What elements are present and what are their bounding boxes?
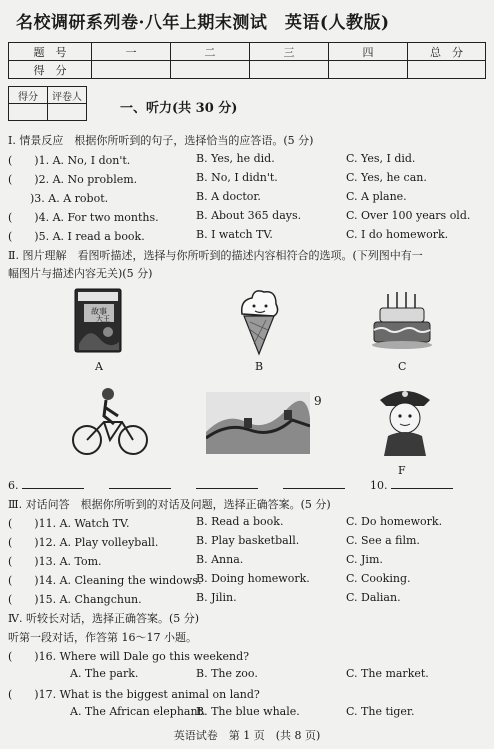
- option-a[interactable]: A. The park.: [70, 667, 139, 680]
- cake-icon: [370, 290, 432, 350]
- score-table-score-row: [9, 61, 486, 79]
- option-b[interactable]: B. The zoo.: [196, 667, 258, 680]
- option-b[interactable]: B. Yes, he did.: [196, 152, 275, 165]
- score-table: [8, 42, 486, 79]
- option-c[interactable]: C. The tiger.: [346, 705, 415, 718]
- picture-label-f: F: [398, 464, 406, 477]
- option-b[interactable]: B. Anna.: [196, 553, 244, 566]
- option-c[interactable]: C. The market.: [346, 667, 429, 680]
- section-title: 一、听力(共 30 分): [120, 101, 238, 116]
- grader-table: [8, 86, 87, 121]
- option-c[interactable]: C. Jim.: [346, 553, 383, 566]
- bicycle-picture: [70, 386, 150, 458]
- grader-input-cell[interactable]: [9, 104, 48, 121]
- score-cell: 三: [250, 43, 329, 61]
- option-a[interactable]: ( )2. A. No problem.: [8, 173, 138, 186]
- option-b[interactable]: B. A doctor.: [196, 190, 261, 203]
- blank-label-10: 10.: [370, 479, 388, 492]
- police-officer-picture: [374, 382, 436, 456]
- score-cell: 总 分: [408, 43, 486, 61]
- part1-title: Ⅰ. 情景反应 根据你所听到的句子，选择恰当的应答语。(5 分): [8, 134, 314, 147]
- option-b[interactable]: B. About 365 days.: [196, 209, 302, 222]
- blank-label-6: 6.: [8, 479, 19, 492]
- bicycle-icon: [70, 386, 150, 458]
- part4-intro: 听第一段对话，作答第 16～17 小题。: [8, 631, 197, 644]
- book-title-text: 故事: [91, 307, 107, 316]
- answer-blank[interactable]: [109, 478, 171, 489]
- question-17: ( )17. What is the biggest animal on land?: [8, 688, 260, 701]
- option-a[interactable]: ( )4. A. For two months.: [8, 211, 159, 224]
- option-b[interactable]: B. No, I didn't.: [196, 171, 278, 184]
- grader-cell: 得分: [9, 87, 48, 104]
- option-a[interactable]: )3. A. A robot.: [8, 192, 109, 205]
- option-a[interactable]: ( )14. A. Cleaning the windows.: [8, 574, 202, 587]
- score-input-cell[interactable]: [329, 61, 408, 79]
- option-c[interactable]: C. See a film.: [346, 534, 420, 547]
- score-table-header-row: [9, 43, 486, 61]
- option-c[interactable]: C. I do homework.: [346, 228, 449, 241]
- picture-label-b: B: [255, 360, 264, 373]
- part2-title-line1: Ⅱ. 图片理解 看图听描述，选择与你所听到的描述内容相符合的选项。(下列图中有一: [8, 249, 423, 262]
- answer-blank[interactable]: [22, 478, 84, 489]
- option-c[interactable]: C. Dalian.: [346, 591, 401, 604]
- score-cell: 题 号: [9, 43, 92, 61]
- score-input-cell[interactable]: [92, 61, 171, 79]
- score-cell: 二: [171, 43, 250, 61]
- option-c[interactable]: C. Yes, I did.: [346, 152, 416, 165]
- great-wall-picture: [206, 392, 310, 454]
- part3-title: Ⅲ. 对话问答 根据你所听到的对话及问题，选择正确答案。(5 分): [8, 498, 331, 511]
- ice-cream-icon: [236, 286, 282, 356]
- option-a[interactable]: ( )5. A. I read a book.: [8, 230, 145, 243]
- option-a[interactable]: ( )13. A. Tom.: [8, 555, 102, 568]
- score-cell: 得 分: [9, 61, 92, 79]
- part2-title-line2: 幅图片与描述内容无关)(5 分): [8, 267, 153, 280]
- score-input-cell[interactable]: [171, 61, 250, 79]
- grader-cell: 评卷人: [48, 87, 87, 104]
- option-a[interactable]: A. The African elephant.: [70, 705, 206, 718]
- question-16: ( )16. Where will Dale go this weekend?: [8, 650, 250, 663]
- picture-label-c: C: [398, 360, 407, 373]
- option-a[interactable]: ( )1. A. No, I don't.: [8, 154, 131, 167]
- option-b[interactable]: B. Play basketball.: [196, 534, 300, 547]
- answer-blanks: [8, 478, 453, 492]
- picture-label-a: A: [95, 360, 103, 373]
- book-title-text-2: 大王: [96, 315, 110, 323]
- option-b[interactable]: B. I watch TV.: [196, 228, 273, 241]
- score-input-cell[interactable]: [408, 61, 486, 79]
- picture-label-e: 9: [314, 394, 322, 408]
- grader-input-cell[interactable]: [48, 104, 87, 121]
- page-footer: 英语试卷 第 1 页 (共 8 页): [173, 729, 321, 742]
- score-cell: 一: [92, 43, 171, 61]
- answer-blank[interactable]: [391, 478, 453, 489]
- exam-title: 名校调研系列卷·八年上期末测试 英语(人教版): [16, 13, 390, 33]
- option-c[interactable]: C. Over 100 years old.: [346, 209, 471, 222]
- question-row: [8, 152, 130, 168]
- birthday-cake-picture: [370, 290, 432, 350]
- option-a[interactable]: ( )12. A. Play volleyball.: [8, 536, 159, 549]
- score-cell: 四: [329, 43, 408, 61]
- storybook-picture: [74, 288, 124, 354]
- option-b[interactable]: B. Jilin.: [196, 591, 237, 604]
- option-b[interactable]: B. The blue whale.: [196, 705, 300, 718]
- option-b[interactable]: B. Doing homework.: [196, 572, 310, 585]
- option-a[interactable]: ( )11. A. Watch TV.: [8, 517, 130, 530]
- option-c[interactable]: C. A plane.: [346, 190, 407, 203]
- option-a[interactable]: ( )15. A. Changchun.: [8, 593, 142, 606]
- option-b[interactable]: B. Read a book.: [196, 515, 284, 528]
- great-wall-icon: [206, 392, 310, 454]
- score-input-cell[interactable]: [250, 61, 329, 79]
- ice-cream-picture: [236, 286, 282, 356]
- option-c[interactable]: C. Cooking.: [346, 572, 411, 585]
- answer-blank[interactable]: [283, 478, 345, 489]
- part4-title: Ⅳ. 听较长对话，选择正确答案。(5 分): [8, 612, 200, 625]
- police-icon: [374, 382, 436, 456]
- option-c[interactable]: C. Do homework.: [346, 515, 443, 528]
- answer-blank[interactable]: [196, 478, 258, 489]
- option-c[interactable]: C. Yes, he can.: [346, 171, 427, 184]
